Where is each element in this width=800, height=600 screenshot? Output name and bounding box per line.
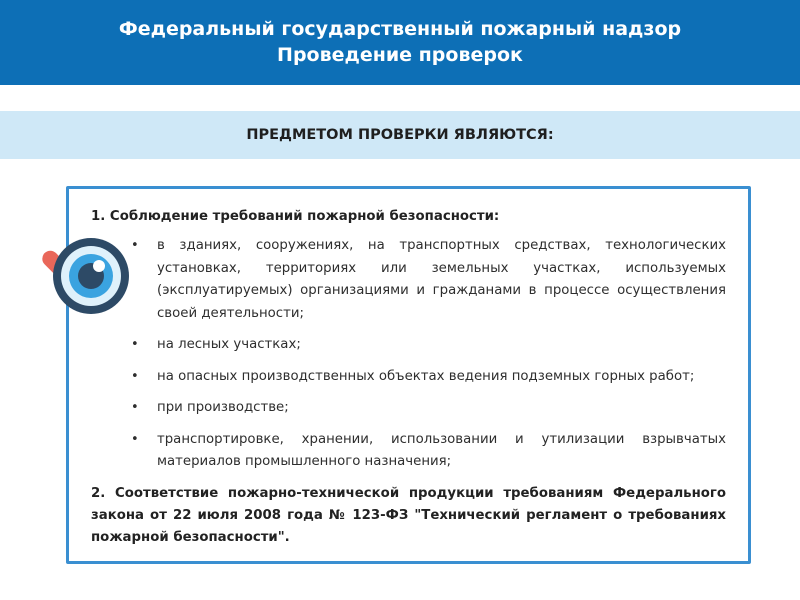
item-2-heading: 2. Соответствие пожарно-технической продукции требованиям Федерального закона от 22 июля 2008 года № 123-ФЗ "Технический регламент о требованиях пожарной безопасности". [91, 485, 726, 545]
content-box [66, 186, 751, 564]
item-1-heading: 1. Соблюдение требований пожарной безопасности: [91, 209, 500, 224]
list-item: • на лесных участках; [157, 334, 726, 357]
bullet-list [91, 235, 726, 474]
header-title-line1: Федеральный государственный пожарный надзор [118, 18, 682, 40]
header-title-line2: Проведение проверок [277, 44, 523, 66]
list-item: • транспортировке, хранении, использовании и утилизации взрывчатых материалов промышленного назначения; [157, 429, 726, 474]
list-item: • на опасных производственных объектах ведения подземных горных работ; [157, 366, 726, 389]
magnifier-eye-icon [25, 232, 135, 342]
header [0, 0, 800, 85]
subject-band [0, 111, 800, 159]
subject-label: ПРЕДМЕТОМ ПРОВЕРКИ ЯВЛЯЮТСЯ: [246, 127, 554, 143]
list-item: • при производстве; [157, 397, 726, 420]
list-item: • в зданиях, сооружениях, на транспортных средствах, технологических установках, территориях или земельных участках, используемых (эксплуатируемых) организациями и гражданами в процессе осуществления своей деятельности; [157, 235, 726, 325]
